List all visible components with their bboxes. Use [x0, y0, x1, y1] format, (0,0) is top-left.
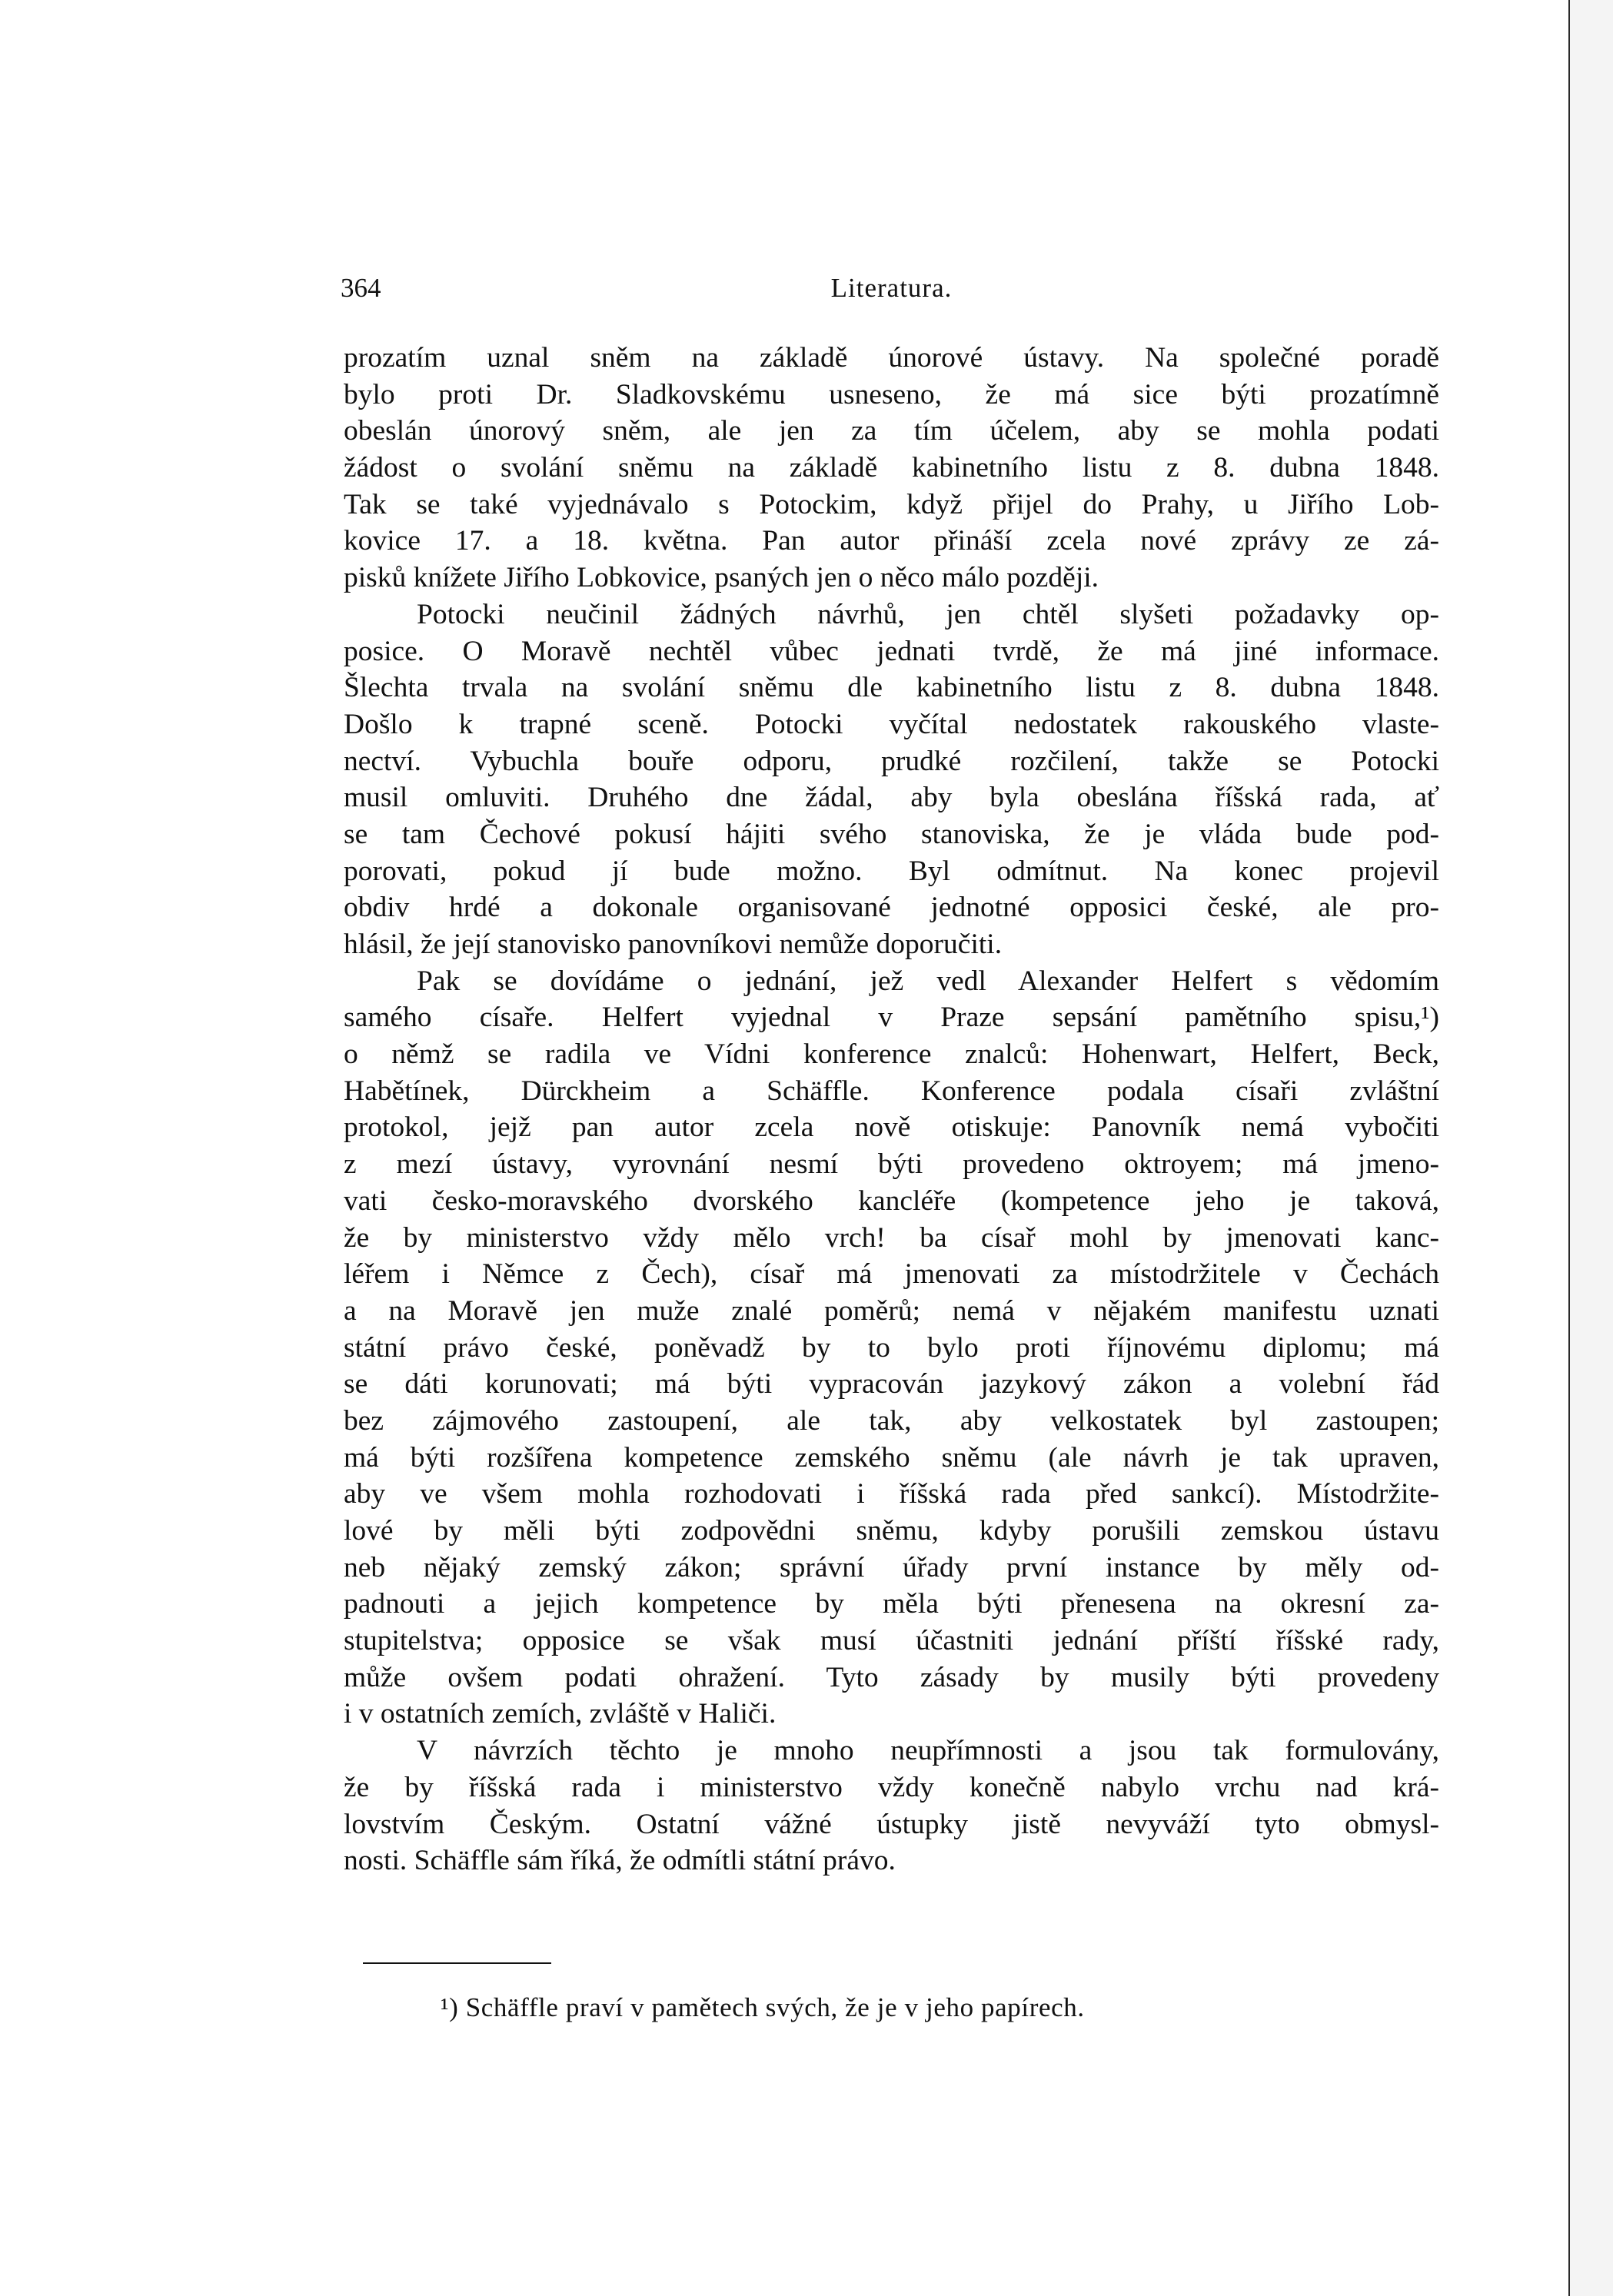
text-line: kovice 17. a 18. května. Pan autor přináší zcela nové zprávy ze zá- [344, 525, 1439, 557]
text-line: nosti. Schäffle sám říká, že odmítli státní právo. [344, 1845, 896, 1877]
text-line: Došlo k trapné sceně. Potocki vyčítal nedostatek rakouského vlaste- [344, 708, 1439, 740]
paragraph [344, 596, 1439, 963]
text-line: léřem i Němce z Čech), císař má jmenovati za místodržitele v Čechách [344, 1258, 1439, 1291]
text-line: posice. O Moravě nechtěl vůbec jednati tvrdě, že má jiné informace. [344, 635, 1439, 667]
text-line: státní právo české, poněvadž by to bylo proti říjnovému diplomu; má [344, 1331, 1439, 1364]
text-line: hlásil, že její stanovisko panovníkovi nemůže doporučiti. [344, 929, 1003, 960]
text-line: prozatím uznal sněm na základě únorové ústavy. Na společné poradě [344, 342, 1439, 374]
paragraph [344, 1733, 1439, 1879]
text-line: neb nějaký zemský zákon; správní úřady první instance by měly od- [344, 1551, 1439, 1583]
text-line: Potocki neučinil žádných návrhů, jen chtěl slyšeti požadavky op- [417, 598, 1439, 630]
page-number: 364 [341, 273, 381, 303]
text-line: padnouti a jejich kompetence by měla býti přenesena na okresní za- [344, 1588, 1439, 1620]
text-line: se tam Čechové pokusí hájiti svého stanoviska, že je vláda bude pod- [344, 818, 1439, 850]
text-line: že by ministerstvo vždy mělo vrch! ba císař mohl by jmenovati kanc- [344, 1221, 1439, 1254]
footnote [441, 1992, 1440, 2023]
footnote-divider [363, 1962, 551, 1964]
text-line: protokol, jejž pan autor zcela nově otiskuje: Panovník nemá vybočiti [344, 1111, 1439, 1144]
text-line: obeslán únorový sněm, ale jen za tím účelem, aby se mohla podati [344, 415, 1439, 447]
text-line: bylo proti Dr. Sladkovskému usneseno, že má sice býti prozatímně [344, 378, 1439, 410]
text-line: nectví. Vybuchla bouře odporu, prudké rozčilení, takže se Potocki [344, 745, 1439, 777]
text-line: obdiv hrdé a dokonale organisované jednotné opposici české, ale pro- [344, 892, 1439, 924]
text-line: porovati, pokud jí bude možno. Byl odmítnut. Na konec projevil [344, 855, 1439, 887]
text-line: V návrzích těchto je mnoho neupřímnosti a jsou tak formulovány, [417, 1735, 1439, 1767]
text-line: aby ve všem mohla rozhodovati i říšská rada před sankcí). Místodržite- [344, 1478, 1439, 1510]
text-line: žádost o svolání sněmu na základě kabinetního listu z 8. dubna 1848. [344, 452, 1439, 484]
paragraph [344, 963, 1439, 1733]
adjacent-page-edge [1568, 0, 1613, 2296]
text-line: lovstvím Českým. Ostatní vážné ústupky jistě nevyváží tyto obmysl- [344, 1808, 1439, 1840]
text-line: že by říšská rada i ministerstvo vždy konečně nabylo vrchu nad krá- [344, 1771, 1439, 1803]
text-line: bez zájmového zastoupení, ale tak, aby velkostatek byl zastoupen; [344, 1404, 1439, 1437]
text-line: Šlechta trvala na svolání sněmu dle kabinetního listu z 8. dubna 1848. [344, 672, 1439, 704]
text-line: Pak se dovídáme o jednání, jež vedl Alexander Helfert s vědomím [417, 965, 1439, 997]
text-line: musil omluviti. Druhého dne žádal, aby byla obeslána říšská rada, ať [344, 782, 1439, 814]
text-line: může ovšem podati ohražení. Tyto zásady by musily býti provedeny [344, 1661, 1439, 1693]
footnote-marker: ¹) [441, 1992, 459, 2022]
text-line: Tak se také vyjednávalo s Potockim, když přijel do Prahy, u Jiřího Lob- [344, 488, 1439, 520]
text-line: pisků knížete Jiřího Lobkovice, psaných jen o něco málo později. [344, 562, 1099, 594]
footnote-text: Schäffle praví v pamětech svých, že je v jeho papírech. [465, 1992, 1085, 2022]
text-line: stupitelstva; opposice se však musí účastniti jednání příští říšské rady, [344, 1625, 1439, 1657]
paragraph [344, 340, 1439, 596]
text-line: vati česko-moravského dvorského kancléře (kompetence jeho je taková, [344, 1185, 1439, 1217]
body-text [344, 340, 1439, 1879]
text-line: má býti rozšířena kompetence zemského sněmu (ale návrh je tak upraven, [344, 1441, 1439, 1474]
text-line: z mezí ústavy, vyrovnání nesmí býti provedeno oktroyem; má jmeno- [344, 1148, 1439, 1181]
text-line: lové by měli býti zodpovědni sněmu, kdyby porušili zemskou ústavu [344, 1515, 1439, 1547]
text-line: Habětínek, Dürckheim a Schäffle. Konference podala císaři zvláštní [344, 1075, 1439, 1107]
text-line: se dáti korunovati; má býti vypracován jazykový zákon a volební řád [344, 1368, 1439, 1401]
text-line: i v ostatních zemích, zvláště v Haliči. [344, 1698, 777, 1730]
running-title: Literatura. [830, 273, 953, 303]
text-line: o němž se radila ve Vídni konference znalců: Hohenwart, Helfert, Beck, [344, 1038, 1439, 1071]
running-head [341, 273, 1439, 311]
text-line: samého císaře. Helfert vyjednal v Praze sepsání pamětního spisu,¹) [344, 1002, 1439, 1034]
text-line: a na Moravě jen muže znalé poměrů; nemá v nějakém manifestu uznati [344, 1294, 1439, 1327]
